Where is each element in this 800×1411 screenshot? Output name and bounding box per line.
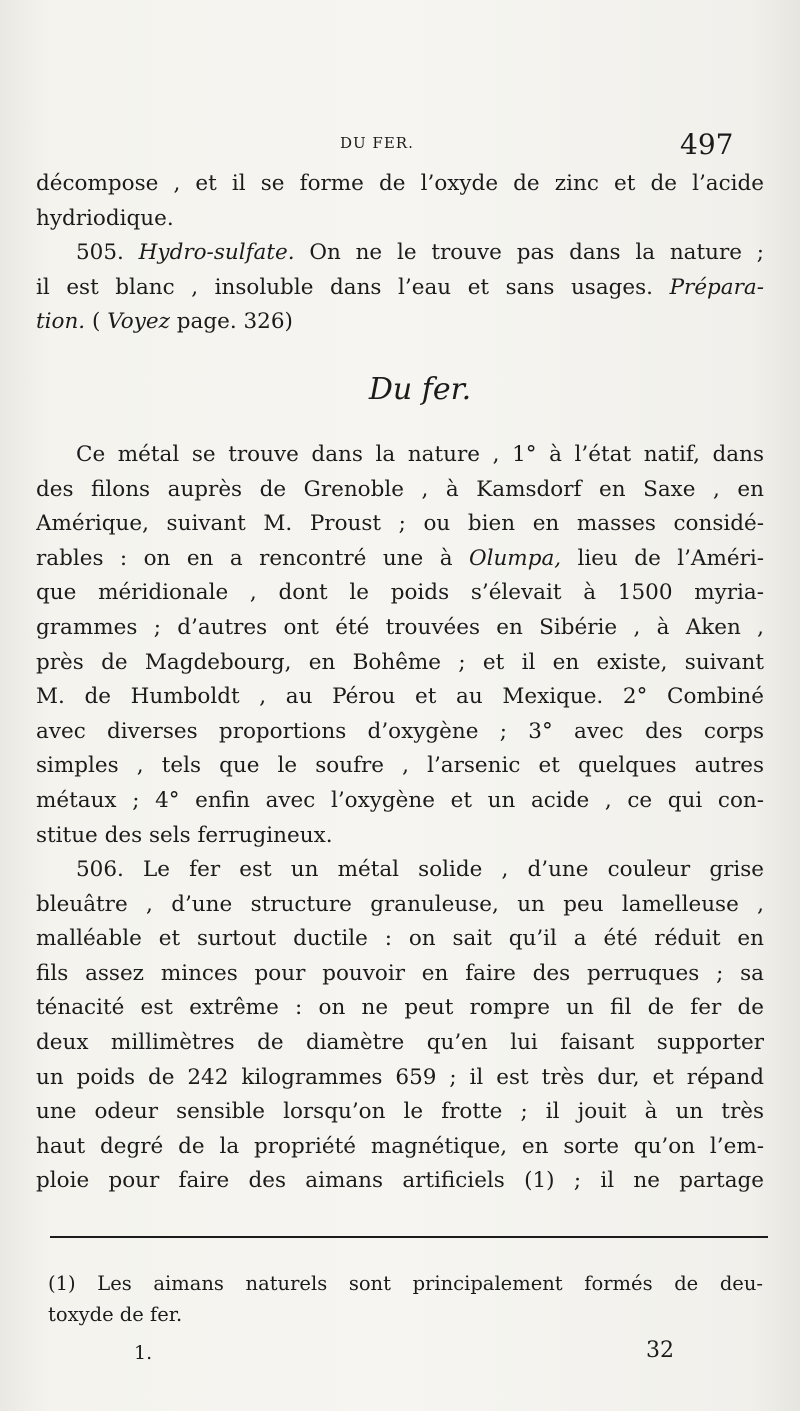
text-line: ploie pour faire des aimans artificiels (1) ; il ne partage: [36, 1168, 764, 1194]
section-number: 505.: [76, 240, 124, 266]
footnote: [48, 1268, 763, 1330]
text-line: ténacité est extrême : on ne peut rompre un fil de fer de: [36, 995, 764, 1021]
section-title-italic: Hydro-sulfate.: [138, 240, 295, 266]
text-line: bleuâtre , d’une structure granuleuse, un peu lamelleuse ,: [36, 891, 764, 917]
text-line: stitue des sels ferrugineux.: [36, 822, 333, 848]
text-line: que méridionale , dont le poids s’élevait à 1500 myria-: [36, 580, 764, 606]
text-line: avec diverses proportions d’oxygène ; 3° avec des corps: [36, 718, 764, 744]
text-line: grammes ; d’autres ont été trouvées en Sibérie , à Aken ,: [36, 614, 764, 640]
text-line: malléable et surtout ductile : on sait qu’il a été réduit en: [36, 926, 764, 952]
text-line: 506. Le fer est un métal solide , d’une couleur grise: [76, 857, 764, 883]
sheet-signature: 32: [646, 1338, 674, 1363]
text-fragment: rables : on en a rencontré une à: [36, 545, 469, 571]
text-line: fils assez minces pour pouvoir en faire des perruques ; sa: [36, 960, 764, 986]
body-text: [36, 167, 764, 1199]
text-line: métaux ; 4° enfin avec l’oxygène et un acide , ce qui con-: [36, 787, 764, 813]
text-line: deux millimètres de diamètre qu’en lui faisant supporter: [36, 1030, 764, 1056]
footnote-divider: [50, 1236, 768, 1238]
text-line: décompose , et il se forme de l’oxyde de zinc et de l’acide: [36, 171, 764, 196]
text-line: des filons auprès de Grenoble , à Kamsdorf en Saxe , en: [36, 476, 764, 502]
text-line: près de Magdebourg, en Bohême ; et il en existe, suivant: [36, 649, 764, 675]
text-line: M. de Humboldt , au Pérou et au Mexique. 2° Combiné: [36, 684, 764, 710]
text-line: Amérique, suivant M. Proust ; ou bien en masses considé-: [36, 511, 764, 537]
text-fragment: On ne le trouve pas dans la nature ;: [294, 240, 764, 266]
text-fragment: page. 326): [169, 309, 293, 335]
section-505-heading-line: [36, 236, 764, 271]
text-fragment: il est blanc , insoluble dans l’eau et sans usages.: [36, 274, 670, 300]
text-fragment: (: [85, 309, 108, 335]
running-head: DU FER.: [340, 134, 414, 152]
text-line: un poids de 242 kilogrammes 659 ; il est très dur, et répand: [36, 1064, 764, 1090]
text-line: [36, 271, 764, 306]
text-line: [36, 542, 764, 577]
italic-fragment: tion.: [36, 309, 86, 335]
text-fragment: lieu de l’Améri-: [561, 545, 764, 571]
page-header: [0, 128, 800, 168]
italic-fragment: Prépara-: [669, 274, 764, 300]
volume-signature: 1.: [134, 1342, 153, 1364]
text-line: hydriodique.: [36, 205, 174, 231]
text-line: [36, 305, 764, 340]
text-line: haut degré de la propriété magnétique, en sorte qu’on l’em-: [36, 1133, 764, 1159]
text-line: une odeur sensible lorsqu’on le frotte ; il jouit à un très: [36, 1099, 764, 1125]
page-number: 497: [680, 128, 734, 161]
footnote-line: toxyde de fer.: [48, 1303, 183, 1326]
text-line: Ce métal se trouve dans la nature , 1° à l’état natif, dans: [76, 441, 764, 467]
text-line: simples , tels que le soufre , l’arsenic et quelques autres: [36, 753, 764, 779]
italic-place-name: Olumpa,: [468, 545, 562, 571]
footnote-line: (1) Les aimans naturels sont principalement formés de deu-: [48, 1272, 763, 1295]
section-heading: Du fer.: [368, 371, 472, 407]
italic-fragment: Voyez: [107, 309, 170, 335]
